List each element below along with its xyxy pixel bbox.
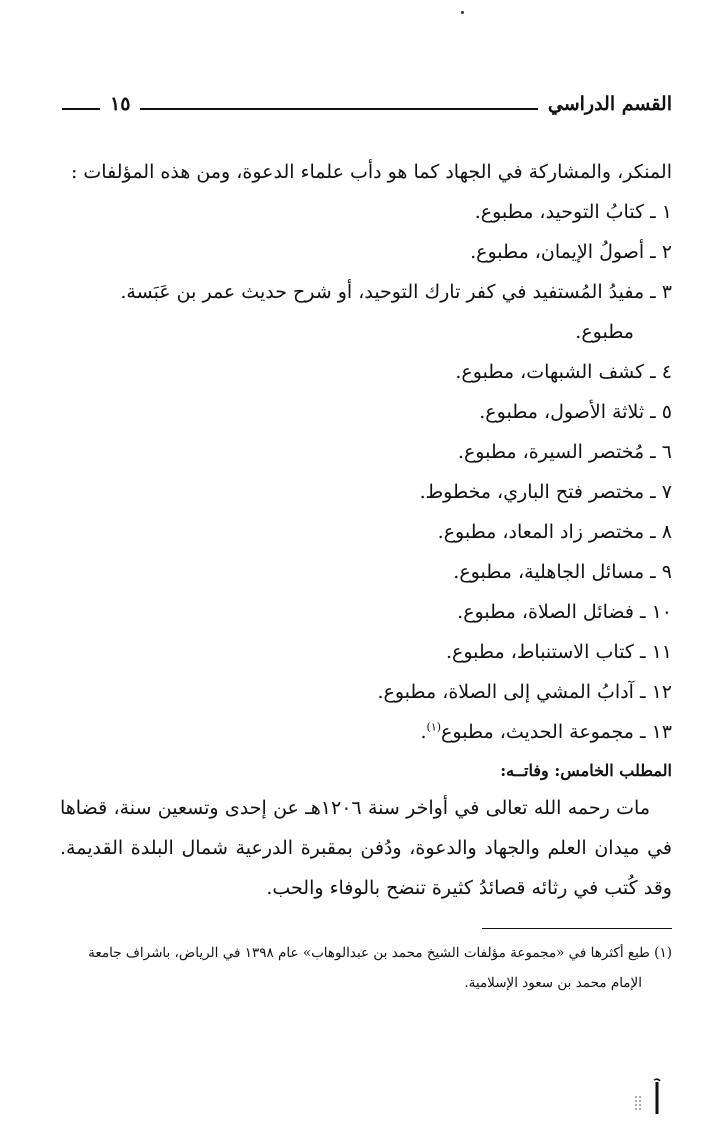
footnote: [60, 938, 672, 998]
list-item-continuation: مطبوع.: [575, 321, 634, 343]
section-heading: المطلب الخامس: وفاتــه:: [500, 761, 672, 780]
header-rule: [140, 108, 537, 110]
list-item: ٢ ـ أصولُ الإيمان، مطبوع.: [470, 241, 672, 263]
footnote-line: الإمام محمد بن سعود الإسلامية.: [464, 975, 642, 991]
list-item: ٦ ـ مُختصر السيرة، مطبوع.: [457, 441, 672, 463]
footnote-rule: [482, 928, 672, 929]
main-text: [60, 152, 672, 908]
list-item: ١٣ ـ مجموعة الحديث، مطبوع$^{(١)}$.: [420, 720, 672, 743]
list-item: ١١ ـ كتاب الاستنباط، مطبوع.: [445, 641, 672, 663]
header-rule-short: [62, 108, 100, 110]
footnote-marker: (١): [426, 720, 442, 734]
intro-line: المنكر، والمشاركة في الجهاد كما هو دأب علماء الدعوة، ومن هذه المؤلفات :: [70, 161, 672, 183]
list-item: ٨ ـ مختصر زاد المعاد، مطبوع.: [437, 521, 672, 543]
page-number: ١٥: [110, 93, 131, 115]
ink-speck: [461, 11, 464, 14]
list-item: ٤ ـ كشف الشبهات، مطبوع.: [455, 361, 672, 383]
running-header: [62, 88, 672, 120]
works-list: [60, 192, 672, 752]
list-item: ٣ ـ مفيدُ المُستفيد في كفر تارك التوحيد، أو شرح حديث عمر بن عَبَسة. مطبوع.: [60, 272, 672, 352]
header-title: القسم الدراسي: [547, 93, 672, 115]
list-item: ٩ ـ مسائل الجاهلية، مطبوع.: [453, 561, 672, 583]
list-item: ١٠ ـ فضائل الصلاة، مطبوع.: [457, 601, 672, 623]
signature-mark-icon: [630, 1078, 662, 1118]
list-item: ٥ ـ ثلاثة الأصول، مطبوع.: [479, 401, 672, 423]
footnote-line: (١) طبع أكثرها في «مجموعة مؤلفات الشيخ محمد بن عبدالوهاب» عام ١٣٩٨ في الرياض، باشراف جامعة: [88, 945, 672, 961]
list-item: ١٢ ـ آدابُ المشي إلى الصلاة، مطبوع.: [377, 681, 672, 703]
list-item: ١ ـ كتابُ التوحيد، مطبوع.: [474, 201, 672, 223]
list-item: ٧ ـ مختصر فتح الباري، مخطوط.: [419, 481, 672, 503]
death-paragraph: مات رحمه الله تعالى في أواخر سنة ١٢٠٦هـ عن إحدى وتسعين سنة، قضاها في ميدان العلم والجهاد والدعوة، ودُفن بمقبرة الدرعية شمال البلدة القديمة. وقد كُتب في رثائه قصائدُ كثيرة تنضح بالوفاء والحب.: [60, 797, 672, 899]
